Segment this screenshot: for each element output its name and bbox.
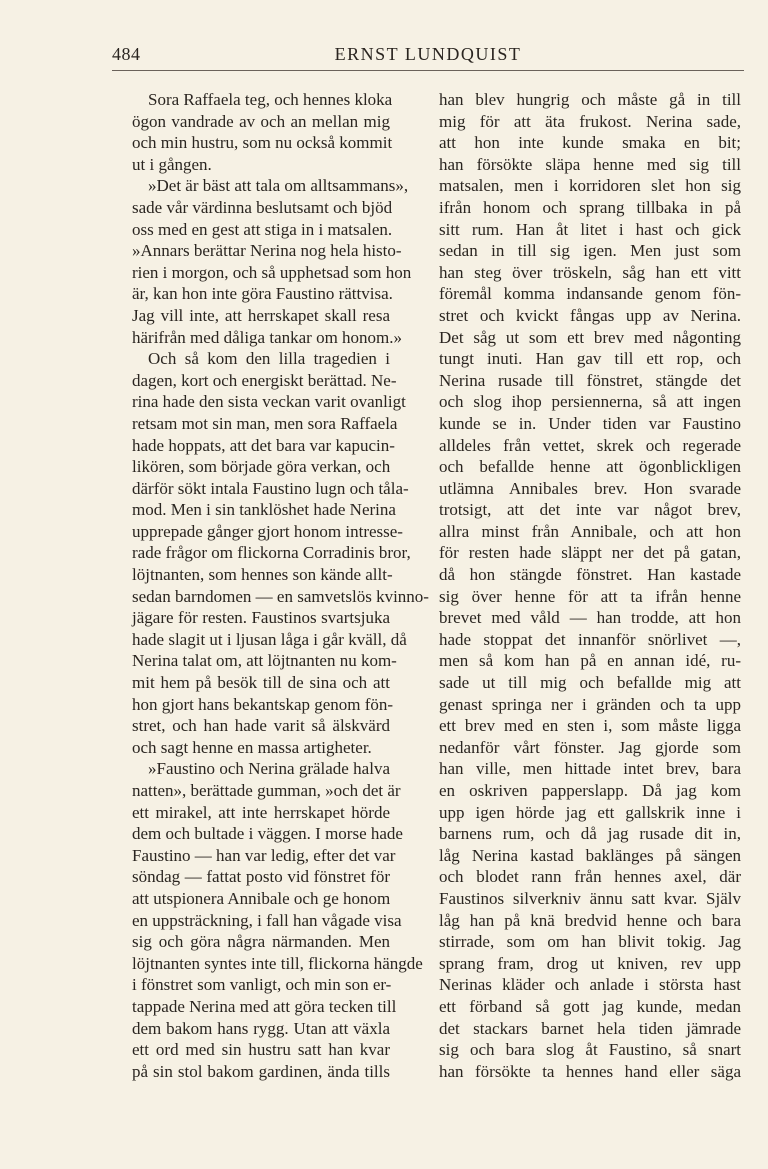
text-line: han försökte ta hennes hand eller säga xyxy=(439,1061,741,1081)
text-line: tungt inuti. Han gav till ett rop, och xyxy=(439,349,741,369)
text-line: ett mirakel, att inte herrskapet hörde xyxy=(132,802,390,822)
text-line: ögon vandrade av och an mellan mig xyxy=(132,111,390,131)
text-line: dem och bultade i väggen. I morse hade xyxy=(132,824,403,844)
text-line: sitt rum. Han åt litet i hast och gick xyxy=(439,219,741,239)
text-line: alldeles från vettet, skrek och regerade xyxy=(439,435,741,455)
left-text-column xyxy=(132,89,429,1082)
text-line: och befallde henne att ögonblickligen xyxy=(439,457,741,477)
text-line: en oskriven papperslapp. Då jag kom xyxy=(439,781,741,800)
page-number: 484 xyxy=(112,44,141,64)
text-line: »Annars berättar Nerina nog hela histo- xyxy=(132,241,402,261)
text-line: hade stoppat det innanför snörlivet —, xyxy=(439,629,741,649)
text-line: och sagt henne en massa artigheter. xyxy=(132,737,372,757)
text-line: då hon stängde fönstret. Han kastade xyxy=(439,565,741,585)
text-line: han steg över tröskeln, såg han ett vitt xyxy=(439,262,741,282)
text-line: Nerina rusade till fönstret, stängde det xyxy=(439,370,741,390)
right-text-column xyxy=(439,89,741,1082)
text-line: rade frågor om flickorna Corradinis bror, xyxy=(132,543,411,563)
text-line: allra minst från Annibale, och att hon xyxy=(439,521,741,541)
text-line: mig för att äta frukost. Nerina sade, xyxy=(439,111,741,131)
text-line: stret, och han hade varit så älskvärd xyxy=(132,716,390,736)
text-line: det stackars barnet hela tiden jämrade xyxy=(439,1018,741,1038)
text-line: ett förband så gott jag kunde, medan xyxy=(439,996,741,1016)
text-line: kunde se in. Under tiden var Faustino xyxy=(439,413,741,433)
text-line: dagen, kort och energiskt berättad. Ne- xyxy=(132,370,397,390)
text-line: stirrade, som om han blivit tokig. Jag xyxy=(439,932,741,952)
text-line: upp igen hörde jag ett gallskrik inne i xyxy=(439,802,741,822)
text-line: »Faustino och Nerina grälade halva xyxy=(148,759,390,779)
text-line: en uppsträckning, i fall han vågade visa xyxy=(132,910,402,930)
text-line: men så kom han på en annan idé, ru- xyxy=(439,651,741,671)
text-line: sedan in till sig igen. Men just som xyxy=(439,241,741,261)
text-line: Nerinas kläder och anlade i största hast xyxy=(439,975,741,995)
text-line: Det såg ut som ett brev med någonting xyxy=(439,327,741,347)
text-line: på sin stol bakom gardinen, ända tills xyxy=(132,1061,390,1081)
text-line: likören, som började göra verkan, och xyxy=(132,457,391,477)
text-line: brevet med våld — han trodde, att hon xyxy=(439,608,741,628)
text-line: Faustino — han var ledig, efter det var xyxy=(132,845,396,865)
text-line: och min hustru, som nu också kommit xyxy=(132,133,393,153)
text-line: han försökte släpa henne med sig till xyxy=(439,154,741,174)
text-line: sig och bara slog åt Faustino, så snart xyxy=(439,1040,741,1060)
text-line: hon gjort hans bekantskap genom fön- xyxy=(132,694,394,714)
text-line: »Det är bäst att tala om alltsammans», xyxy=(148,176,409,196)
text-line: mod. Men i sin tanklöshet hade Nerina xyxy=(132,500,396,520)
text-line: löjtnanten syntes inte till, flickorna hängde xyxy=(132,953,423,973)
text-line: jägare för resten. Faustinos svartsjuka xyxy=(132,608,390,628)
text-line: nedanför vårt fönster. Jag gjorde som xyxy=(439,737,741,757)
text-line: dem bakom hans rygg. Utan att växla xyxy=(132,1018,390,1038)
text-line: låg Nerina kastad baklänges på sängen xyxy=(439,845,741,865)
text-line: härifrån med dåliga tankar om honom.» xyxy=(132,327,403,347)
text-line: ut i gången. xyxy=(132,154,212,174)
text-line: upprepade gånger gjort honom intresse- xyxy=(132,521,403,541)
text-line: och blodet rann från hennes axel, där xyxy=(439,867,741,887)
text-line: därför sökt intala Faustino lugn och tåla- xyxy=(132,478,409,498)
text-line: oss med en gest att stiga in i matsalen. xyxy=(132,219,393,239)
text-line: genast springa ner i gränden och ta upp xyxy=(439,694,741,714)
text-line: han ville, men hittade intet brev, bara xyxy=(439,759,741,779)
text-line: han blev hungrig och måste gå in till xyxy=(439,90,741,109)
text-line: sade ut till mig och befallde mig att xyxy=(439,673,741,693)
text-line: föremål komma indansande genom fön- xyxy=(439,284,741,304)
text-line: utlämna Annibales brev. Hon svarade xyxy=(439,478,741,498)
text-line: sade vår värdinna beslutsamt och bjöd xyxy=(132,197,393,217)
text-line: rina hade den sista veckan varit ovanligt xyxy=(132,392,406,412)
text-line: trotsigt, att det inte var något brev, xyxy=(439,500,741,520)
text-line: tappade Nerina med att göra tecken till xyxy=(132,996,397,1016)
text-line: Och så kom den lilla tragedien i xyxy=(148,349,390,369)
running-header xyxy=(112,44,744,71)
text-line: sig över henne för att ta ifrån henne xyxy=(439,586,741,606)
text-line: sprang fram, drog ut kniven, rev upp xyxy=(439,953,741,973)
text-line: matsalen, men i korridoren slet hon sig xyxy=(439,176,741,196)
text-line: löjtnanten, som hennes son kände allt- xyxy=(132,565,393,585)
text-line: Sora Raffaela teg, och hennes kloka xyxy=(148,90,393,109)
text-line: ifrån honom och sprang tillbaka in på xyxy=(439,197,741,217)
text-line: låg han på knä bredvid henne och bara xyxy=(439,910,741,930)
text-line: söndag — fattat posto vid fönstret för xyxy=(132,867,390,887)
text-line: Nerina talat om, att löjtnanten nu kom- xyxy=(132,651,397,671)
text-line: mit hem på besök till de sina och att xyxy=(132,673,390,693)
text-line: sedan barndomen — en samvetslös kvinno- xyxy=(132,586,429,606)
text-line: i fönstret som vanligt, och min son er- xyxy=(132,975,392,995)
text-line: barnens rum, och då jag rusade dit in, xyxy=(439,824,741,844)
text-line: ett brev med en sten i, som måste ligga xyxy=(439,716,741,736)
text-line: för resten hade släppt ner det på gatan, xyxy=(439,543,741,563)
text-line: natten», berättade gumman, »och det är xyxy=(132,781,401,800)
text-line: och slog ihop persiennerna, så att ingen xyxy=(439,392,741,412)
text-line: sig och göra några närmanden. Men xyxy=(132,932,390,952)
text-line: retsam mot sin man, men sora Raffaela xyxy=(132,413,398,433)
text-line: Jag vill inte, att herrskapet skall resa xyxy=(132,305,390,325)
text-line: rien i morgon, och så upphetsad som hon xyxy=(132,262,412,282)
text-line: hade hoppats, att det bara var kapucin- xyxy=(132,435,395,455)
text-line: stret och kvickt fångas upp av Nerina. xyxy=(439,305,741,325)
text-line: ett ord med sin hustru satt han kvar xyxy=(132,1040,390,1060)
text-line: Faustinos silverkniv ännu satt kvar. Själv xyxy=(439,888,741,908)
text-line: att utspionera Annibale och ge honom xyxy=(132,888,391,908)
text-line: hade slagit ut i ljusan låga i går kväll, då xyxy=(132,629,407,649)
running-title: ERNST LUNDQUIST xyxy=(334,44,522,64)
text-line: är, kan hon inte göra Faustino rättvisa. xyxy=(132,284,393,304)
text-line: att hon inte kunde smaka en bit; xyxy=(439,133,741,153)
